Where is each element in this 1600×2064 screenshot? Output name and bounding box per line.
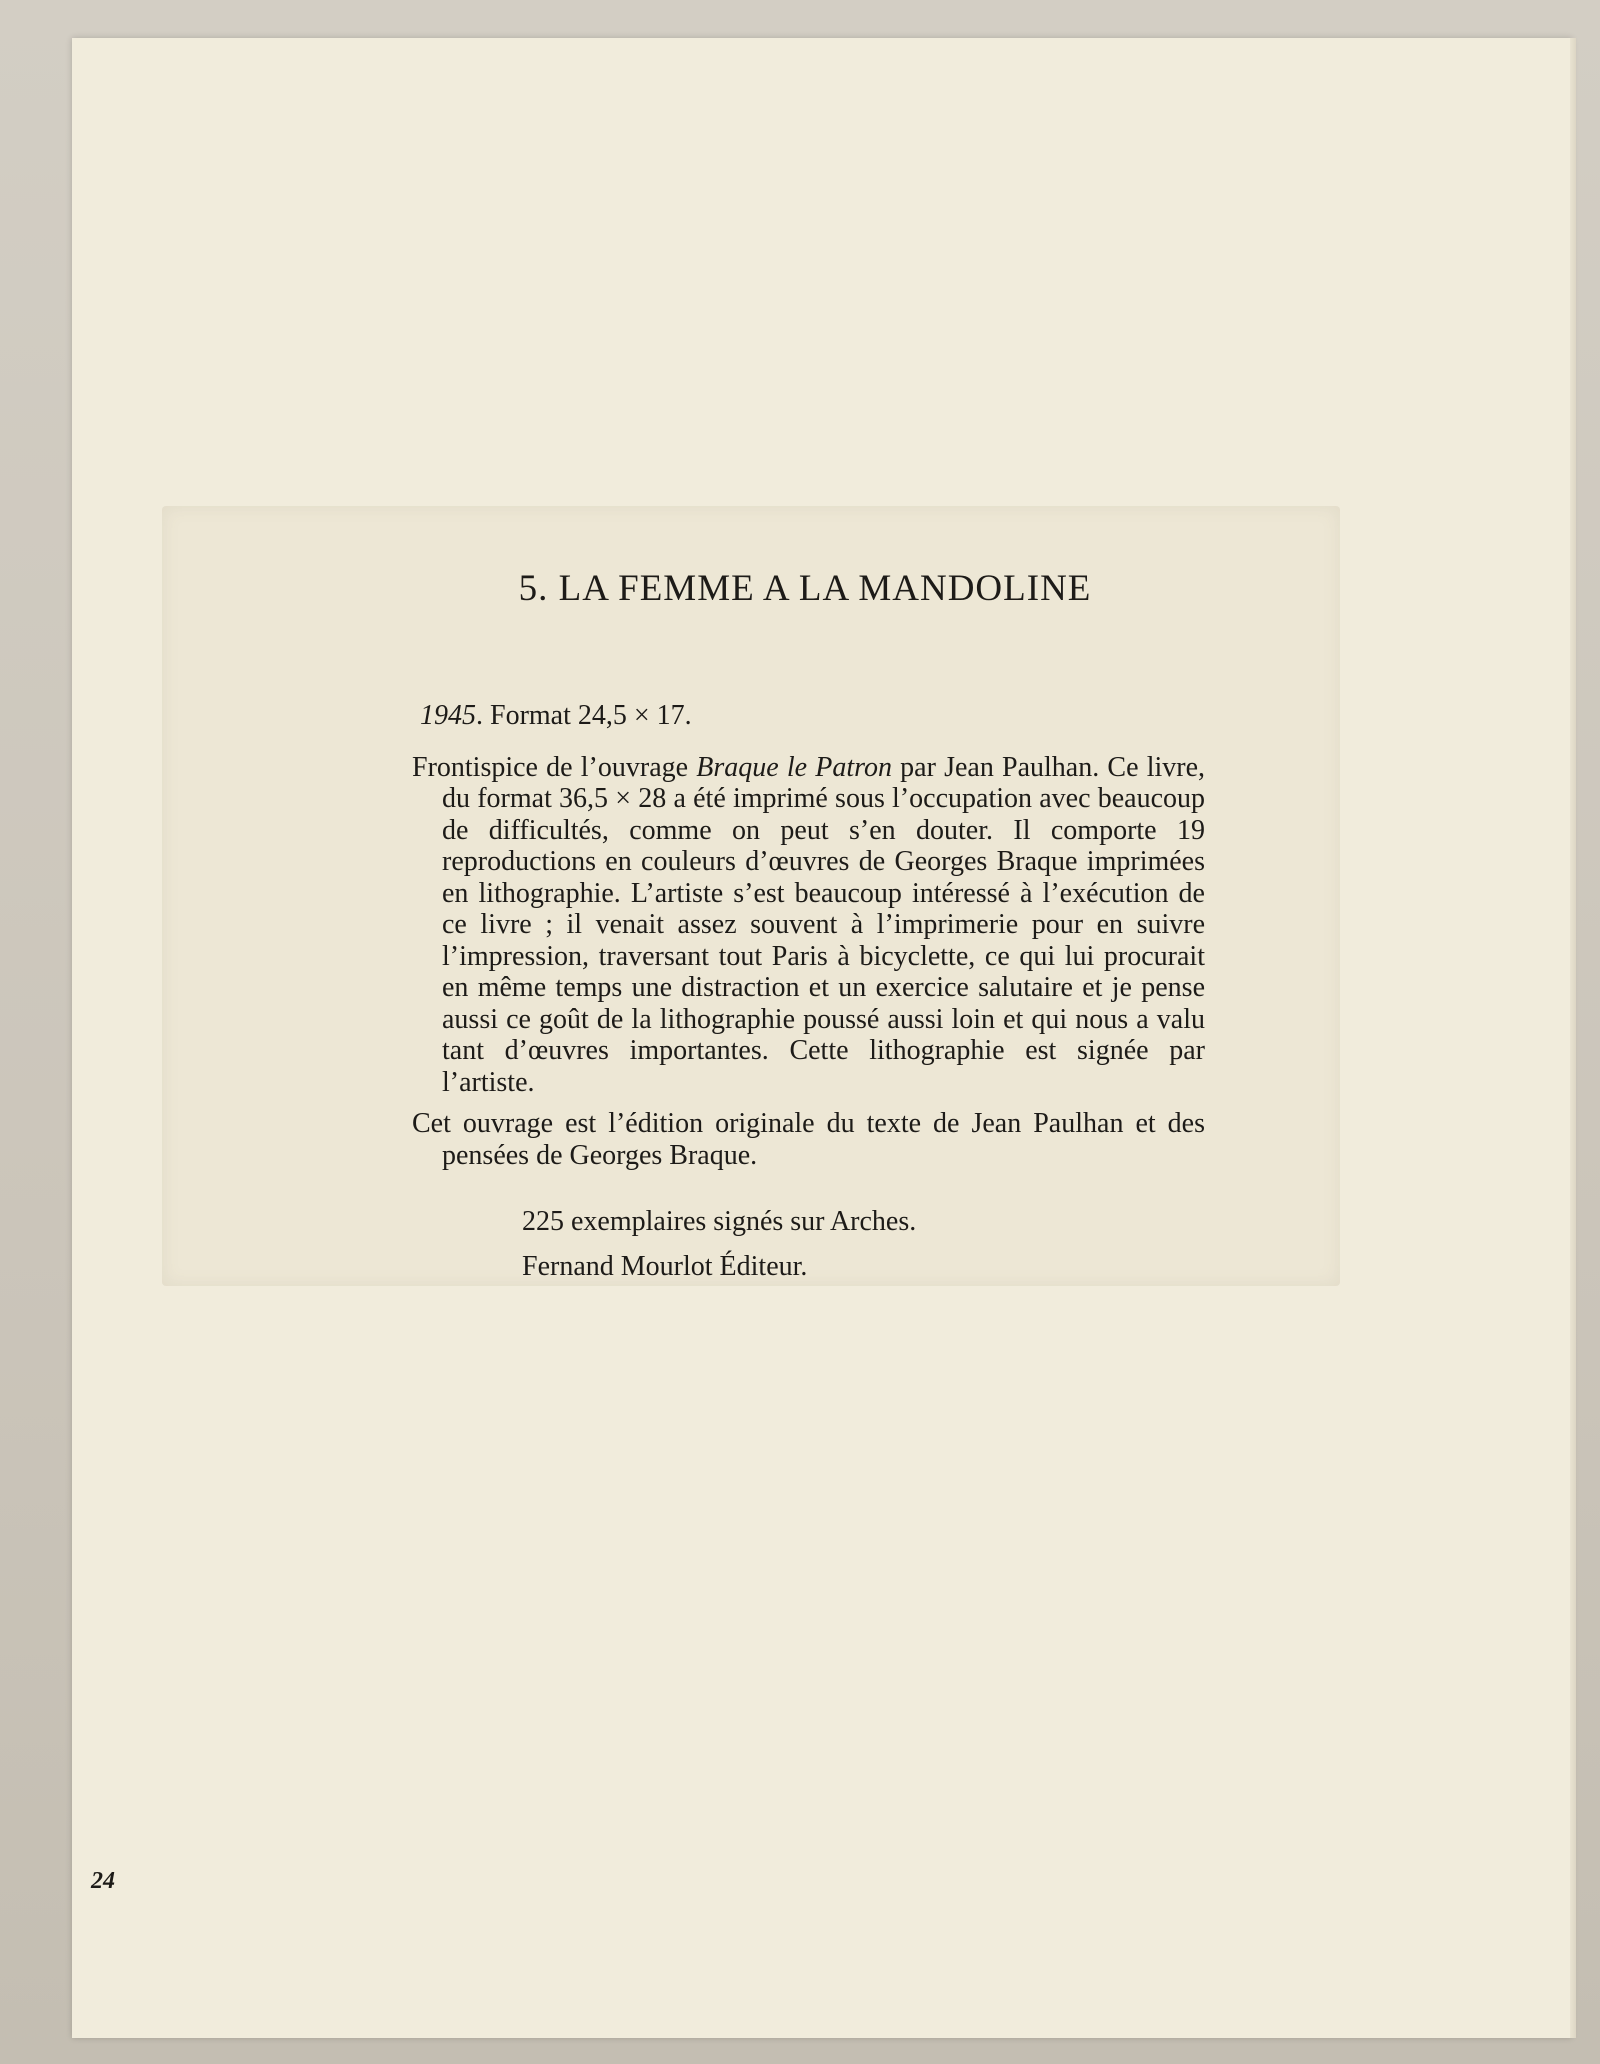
edition-copies: 225 exemplaires signés sur Arches.: [522, 1206, 917, 1237]
description-paragraph: [412, 752, 1205, 1099]
description-block: [412, 700, 1205, 1181]
format-text: . Format 24,5 × 17.: [476, 700, 692, 731]
page-title: 5. LA FEMME A LA MANDOLINE: [518, 568, 1092, 609]
paragraph-intro: Frontispice de l’ouvrage: [412, 751, 697, 783]
publisher: Fernand Mourlot Éditeur.: [522, 1251, 808, 1282]
date-format-line: [420, 700, 1205, 732]
edition-paragraph: Cet ouvrage est l’édition originale du texte de Jean Paulhan et des pensées de Georges Braque.: [412, 1108, 1205, 1171]
book-title: Braque le Patron: [696, 751, 892, 783]
year: 1945: [420, 700, 476, 731]
page-number: 24: [91, 1868, 115, 1894]
paragraph-body: par Jean Paulhan. Ce livre, du format 36,5 × 28 a été imprimé sous l’occupation avec beaucoup de difficultés, comme on peut s’en douter. Il comporte 19 reproductions en couleurs d’œuvres de Georges Braque imprimées en lithographie. L’artiste s’est beaucoup intéressé à l’exécution de ce livre ; il venait assez souvent à l’imprimerie pour en suivre l’impression, traversant tout Paris à bicyclette, ce qui lui procurait en même temps une distraction et un exercice salutaire et je pense aussi ce goût de la lithographie poussé aussi loin et qui nous a valu tant d’œuvres importantes. Cette lithographie est signée par l’artiste.: [442, 751, 1206, 1098]
